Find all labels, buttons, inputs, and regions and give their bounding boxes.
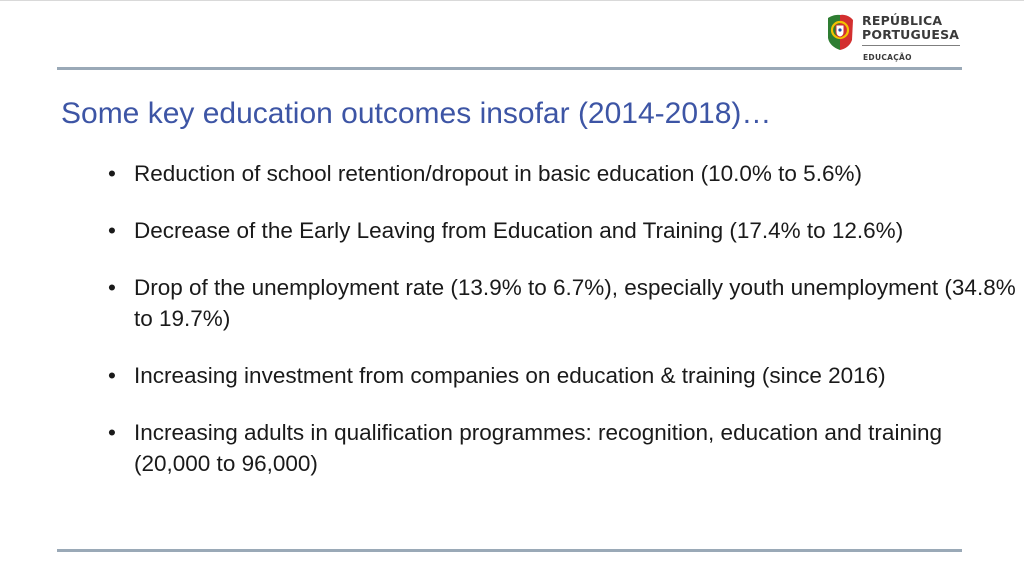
bullet-icon: •	[108, 275, 116, 300]
bullet-item	[108, 417, 1018, 479]
slide-title: Some key education outcomes insofar (2014-2018)…	[61, 97, 772, 130]
logo-line2: PORTUGUESA	[862, 27, 960, 42]
logo-text	[862, 14, 959, 42]
bullet-icon: •	[108, 218, 116, 243]
logo-subtitle: EDUCAÇÃO	[863, 53, 912, 62]
bullet-text: Decrease of the Early Leaving from Education and Training (17.4% to 12.6%)	[134, 218, 904, 243]
header-rule	[57, 67, 962, 70]
bullet-icon: •	[108, 363, 116, 388]
bullet-text: Drop of the unemployment rate (13.9% to 6.7%), especially youth unemployment (34.8% to 19.7%)	[134, 275, 1016, 331]
logo-line1: REPÚBLICA	[862, 13, 943, 28]
bullet-item	[108, 360, 1018, 391]
portugal-flag-shield-icon	[826, 12, 854, 52]
top-border	[0, 0, 1024, 1]
republica-portuguesa-logo	[826, 12, 966, 68]
bullet-text: Increasing adults in qualification programmes: recognition, education and training (20,000 to 96,000)	[134, 420, 942, 476]
logo-divider	[862, 45, 960, 46]
bullet-item	[108, 158, 1018, 189]
bullet-text: Increasing investment from companies on education & training (since 2016)	[134, 363, 886, 388]
bullet-icon: •	[108, 420, 116, 445]
bullet-text: Reduction of school retention/dropout in basic education (10.0% to 5.6%)	[134, 161, 862, 186]
bullet-icon: •	[108, 161, 116, 186]
bullet-item	[108, 272, 1018, 334]
bullet-item	[108, 215, 1018, 246]
bullet-list	[108, 158, 1018, 505]
footer-rule	[57, 549, 962, 552]
